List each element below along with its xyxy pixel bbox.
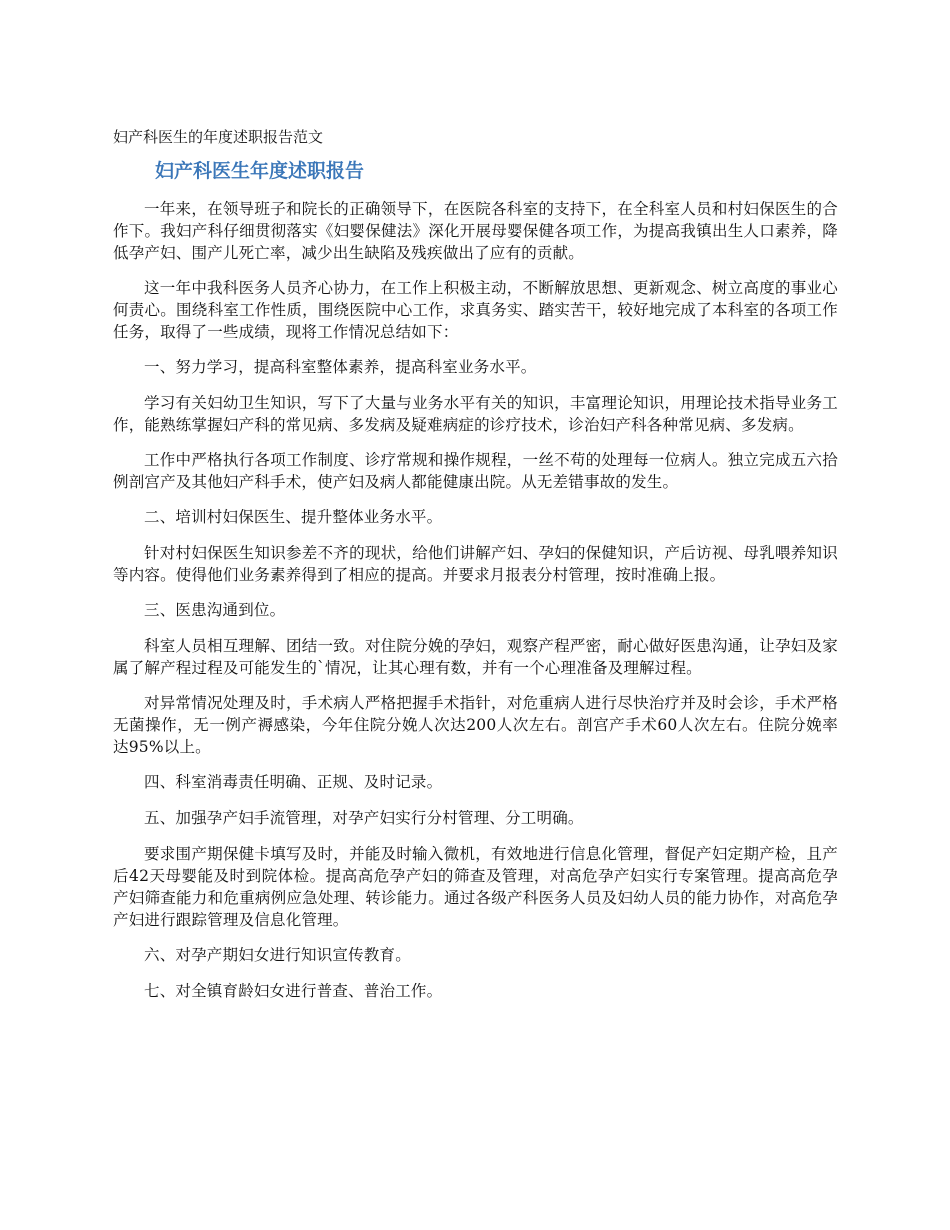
section-heading: 一、努力学习，提高科室整体素养，提高科室业务水平。 <box>144 358 537 376</box>
section-heading: 五、加强孕产妇手流管理，对孕产妇实行分村管理、分工明确。 <box>144 809 584 827</box>
paragraph: 对异常情况处理及时，手术病人严格把握手术指针，对危重病人进行尽快治疗并及时会诊，手术严格无菌操作，无一例产褥感染，今年住院分娩人次达200人次左右。剖宫产手术60人次左右。住院分娩率达95%以上。 <box>113 694 838 756</box>
paragraph: 工作中严格执行各项工作制度、诊疗常规和操作规程，一丝不苟的处理每一位病人。独立完成五六拾例剖宫产及其他妇产科手术，使产妇及病人都能健康出院。从无差错事故的发生。 <box>113 451 838 491</box>
paragraph: 这一年中我科医务人员齐心协力，在工作上积极主动，不断解放思想、更新观念、树立高度的事业心何责心。围绕科室工作性质，围绕医院中心工作，求真务实、踏实苦干，较好地完成了本科室的各项工作任务，取得了一些成绩，现将工作情况总结如下： <box>113 279 838 341</box>
section-heading: 三、医患沟通到位。 <box>144 601 286 619</box>
paragraph: 一年来，在领导班子和院长的正确领导下，在医院各科室的支持下，在全科室人员和村妇保医生的合作下。我妇产科仔细贯彻落实《妇婴保健法》深化开展母婴保健各项工作，为提高我镇出生人口素养，降低孕产妇、围产儿死亡率，减少出生缺陷及残疾做出了应有的贡献。 <box>113 200 838 262</box>
document-heading: 妇产科医生年度述职报告 <box>155 160 365 182</box>
paragraph: 学习有关妇幼卫生知识，写下了大量与业务水平有关的知识，丰富理论知识，用理论技术指导业务工作，能熟练掌握妇产科的常见病、多发病及疑难病症的诊疗技术，诊治妇产科各种常见病、多发病。 <box>113 394 838 434</box>
section-heading: 七、对全镇育龄妇女进行普查、普治工作。 <box>144 982 443 1000</box>
paragraph: 要求围产期保健卡填写及时，并能及时输入微机，有效地进行信息化管理，督促产妇定期产检，且产后42天母婴能及时到院体检。提高高危孕产妇的筛查及管理，对高危孕产妇实行专案管理。提高高危孕产妇筛查能力和危重病例应急处理、转诊能力。通过各级产科医务人员及妇幼人员的能力协作，对高危孕产妇进行跟踪管理及信息化管理。 <box>113 845 838 929</box>
section-heading: 二、培训村妇保医生、提升整体业务水平。 <box>144 508 443 526</box>
document-label: 妇产科医生的年度述职报告范文 <box>113 128 324 146</box>
section-heading: 四、科室消毒责任明确、正规、及时记录。 <box>144 773 443 791</box>
paragraph: 科室人员相互理解、团结一致。对住院分娩的孕妇，观察产程严密，耐心做好医患沟通，让孕妇及家属了解产程过程及可能发生的`情况，让其心理有数，并有一个心理准备及理解过程。 <box>113 637 838 677</box>
section-heading: 六、对孕产期妇女进行知识宣传教育。 <box>144 946 411 964</box>
paragraph: 针对村妇保医生知识参差不齐的现状，给他们讲解产妇、孕妇的保健知识，产后访视、母乳喂养知识等内容。使得他们业务素养得到了相应的提高。并要求月报表分村管理，按时准确上报。 <box>113 544 838 584</box>
